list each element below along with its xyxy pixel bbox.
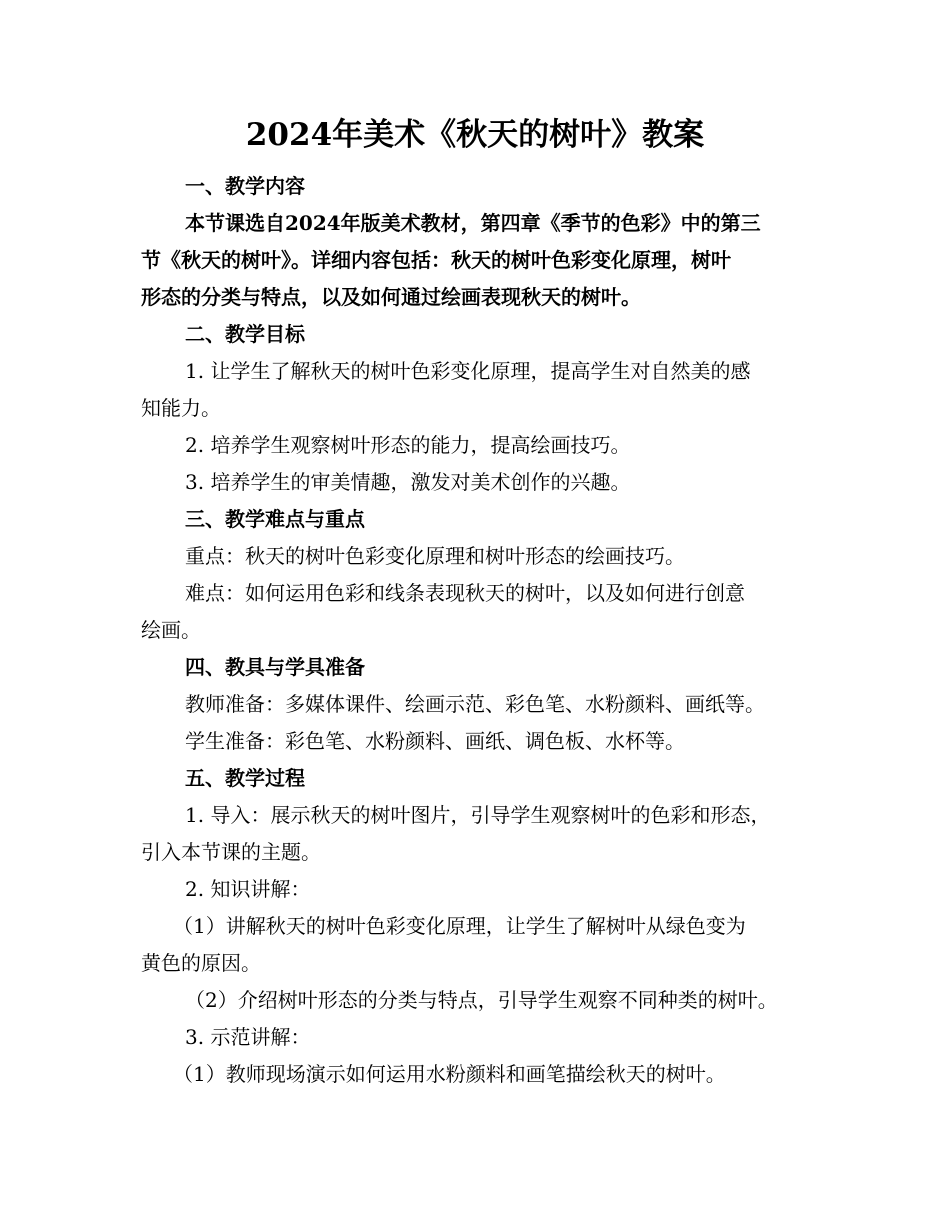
text-line: 2. 培养学生观察树叶形态的能力，提高绘画技巧。 <box>185 433 631 457</box>
text-line: 1. 导入：展示秋天的树叶图片，引导学生观察树叶的色彩和形态， <box>185 803 771 827</box>
text-line: 1. 让学生了解秋天的树叶色彩变化原理，提高学生对自然美的感 <box>185 359 751 383</box>
text-line: 节《秋天的树叶》。详细内容包括：秋天的树叶色彩变化原理，树叶 <box>141 248 731 272</box>
text-line: （2）介绍树叶形态的分类与特点，引导学生观察不同种类的树叶。 <box>185 988 778 1012</box>
document-body <box>141 168 821 1093</box>
text-line: 2. 知识讲解： <box>185 877 311 901</box>
text-line: 3. 培养学生的审美情趣，激发对美术创作的兴趣。 <box>185 470 631 494</box>
text-line: （1）教师现场演示如何运用水粉颜料和画笔描绘秋天的树叶。 <box>173 1062 726 1086</box>
text-line: 重点：秋天的树叶色彩变化原理和树叶形态的绘画技巧。 <box>185 544 685 568</box>
text-line: 本节课选自2024年版美术教材，第四章《季节的色彩》中的第三 <box>185 211 761 235</box>
text-line: 难点：如何运用色彩和线条表现秋天的树叶，以及如何进行创意 <box>185 581 745 605</box>
text-line: 3. 示范讲解： <box>185 1025 311 1049</box>
text-line: 形态的分类与特点，以及如何通过绘画表现秋天的树叶。 <box>141 285 641 309</box>
text-line: 绘画。 <box>141 618 201 642</box>
section-heading: 一、教学内容 <box>185 174 305 198</box>
section-heading: 四、教具与学具准备 <box>185 655 365 679</box>
section-heading: 三、教学难点与重点 <box>185 507 365 531</box>
document-title: 2024年美术《秋天的树叶》教案 <box>245 117 705 153</box>
section-heading: 五、教学过程 <box>185 766 305 790</box>
text-line: （1）讲解秋天的树叶色彩变化原理，让学生了解树叶从绿色变为 <box>173 914 746 938</box>
text-line: 引入本节课的主题。 <box>141 840 321 864</box>
text-line: 学生准备：彩色笔、水粉颜料、画纸、调色板、水杯等。 <box>185 729 685 753</box>
section-heading: 二、教学目标 <box>185 322 305 346</box>
text-line: 知能力。 <box>141 396 221 420</box>
text-line: 教师准备：多媒体课件、绘画示范、彩色笔、水粉颜料、画纸等。 <box>185 692 765 716</box>
text-line: 黄色的原因。 <box>141 951 261 975</box>
